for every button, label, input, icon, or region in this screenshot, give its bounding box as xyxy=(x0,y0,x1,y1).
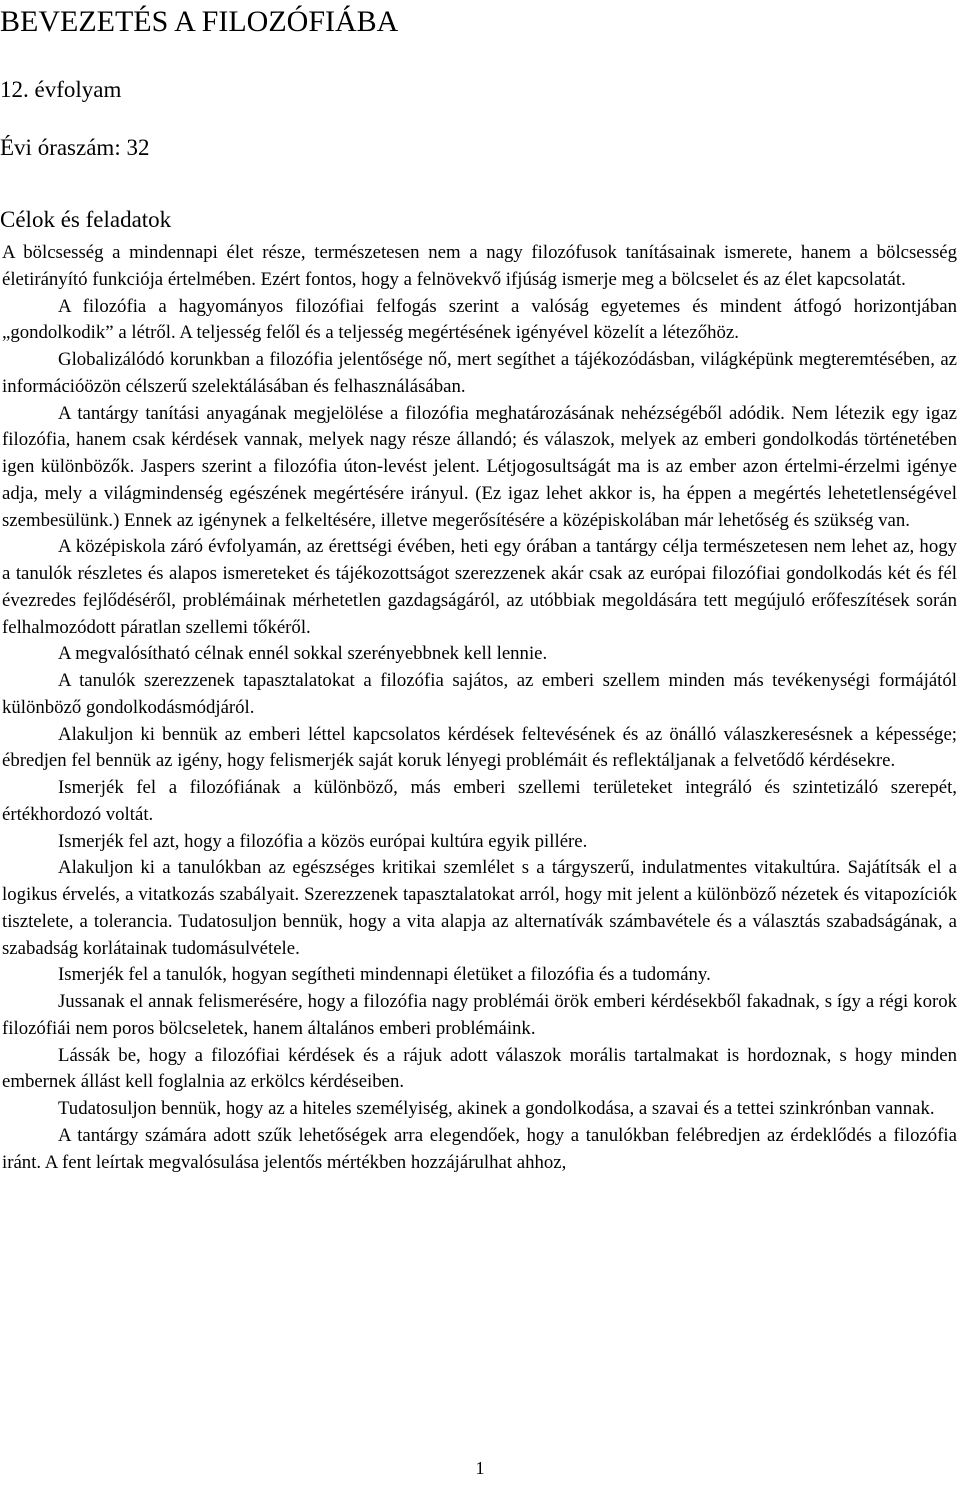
paragraph: A tantárgy tanítási anyagának megjelölése a filozófia meghatározásának nehézségéből adódik. Nem létezik egy igaz filozófia, hanem csak kérdések vannak, melyek nagy része állandó; és válaszok, melyek az emberi gondolkodás történetében igen különbözők. Jaspers szerint a filozófia úton-levést jelent. Létjogosultságát ma is az ember azon értelmi-érzelmi igénye adja, mely a világmindenség egészének megértésére irányul. (Ez igaz lehet akkor is, ha éppen a megértés lehetetlenségével szembesülünk.) Ennek az igénynek a felkeltésére, illetve megerősítésére a középiskolában már lehetőség és szükség van. xyxy=(2,402,957,531)
paragraph: Jussanak el annak felismerésére, hogy a filozófia nagy problémái örök emberi kérdésekből fakadnak, s így a régi korok filozófiái nem poros bölcseletek, hanem általános emberi problémáink. xyxy=(2,991,957,1039)
paragraph: Globalizálódó korunkban a filozófia jelentősége nő, mert segíthet a tájékozódásban, világképünk megteremtésében, az információözön célszerű szelektálásában és felhasználásában. xyxy=(2,349,957,397)
page-number: 1 xyxy=(475,1458,485,1478)
paragraph: A tanulók szerezzenek tapasztalatokat a filozófia sajátos, az emberi szellem minden más tevékenységi formájától különböző gondolkodásmódjáról. xyxy=(2,670,957,718)
paragraph: Lássák be, hogy a filozófiai kérdések és a rájuk adott válaszok morális tartalmakat is hordoznak, s hogy minden embernek állást kell foglalnia az erkölcs kérdéseiben. xyxy=(2,1044,957,1093)
paragraph: A tantárgy számára adott szűk lehetőségek arra elegendőek, hogy a tanulókban felébredjen az érdeklődés a filozófia iránt. A fent leírtak megvalósulása jelentős mértékben hozzájárulhat ahhoz, xyxy=(2,1124,957,1173)
paragraph: A megvalósítható célnak ennél sokkal szerényebbnek kell lennie. xyxy=(58,643,548,665)
annual-hours-label: Évi óraszám: 32 xyxy=(0,135,150,160)
paragraph: Ismerjék fel a filozófiának a különböző, más emberi szellemi területeket integráló és szintetizáló szerepét, értékhordozó voltát. xyxy=(2,777,957,825)
section-heading: Célok és feladatok xyxy=(0,207,172,232)
paragraph: A bölcsesség a mindennapi élet része, természetesen nem a nagy filozófusok tanításainak ismerete, hanem a bölcsesség életirányító funkciója értelmében. Ezért fontos, hogy a felnövekvő ifjúság ismerje meg a bölcselet és az élet kapcsolatát. xyxy=(2,242,957,290)
paragraph: Alakuljon ki bennük az emberi léttel kapcsolatos kérdések feltevésének és az önálló válaszkeresésnek a képessége; ébredjen fel bennük az igény, hogy felismerjék saját koruk lényegi problémáit és reflektáljanak a felvetődő kérdésekre. xyxy=(2,723,957,772)
paragraph: A középiskola záró évfolyamán, az érettségi évében, heti egy órában a tantárgy célja természetesen nem lehet az, hogy a tanulók részletes és alapos ismereteket és tájékozottságot szerezzenek akár csak az európai filozófiai gondolkodás két és fél évezredes fejlődéséről, problémáinak mérhetetlen gazdagságáról, az utóbbiak megoldására tett megújuló erőfeszítések során felhalmozódott páratlan szellemi tőkéről. xyxy=(2,536,957,638)
paragraph: Ismerjék fel a tanulók, hogyan segítheti mindennapi életüket a filozófia és a tudomány. xyxy=(58,964,711,986)
paragraph: Alakuljon ki a tanulókban az egészséges kritikai szemlélet s a tárgyszerű, indulatmentes vitakultúra. Sajátítsák el a logikus érvelés, a vitatkozás szabályait. Szerezzenek tapasztalatokat arról, hogy mit jelent a különböző nézetek és vitapozíciók tisztelete, a tolerancia. Tudatosuljon bennük, hogy a vita alapja az alternatívák számbavétele és a választás szabadságának, a szabadság korlátainak tudomásulvétele. xyxy=(2,857,957,959)
paragraph: A filozófia a hagyományos filozófiai felfogás szerint a valóság egyetemes és mindent átfogó horizontjában „gondolkodik” a létről. A teljesség felől és a teljesség megértésének igényével közelít a létezőhöz. xyxy=(2,295,957,344)
grade-label: 12. évfolyam xyxy=(0,77,122,102)
body-text xyxy=(2,240,957,1176)
document-title: BEVEZETÉS A FILOZÓFIÁBA xyxy=(0,5,399,38)
paragraph: Tudatosuljon bennük, hogy az a hiteles személyiség, akinek a gondolkodása, a szavai és a tettei szinkrónban vannak. xyxy=(58,1098,935,1119)
paragraph: Ismerjék fel azt, hogy a filozófia a közös európai kultúra egyik pillére. xyxy=(58,830,588,852)
